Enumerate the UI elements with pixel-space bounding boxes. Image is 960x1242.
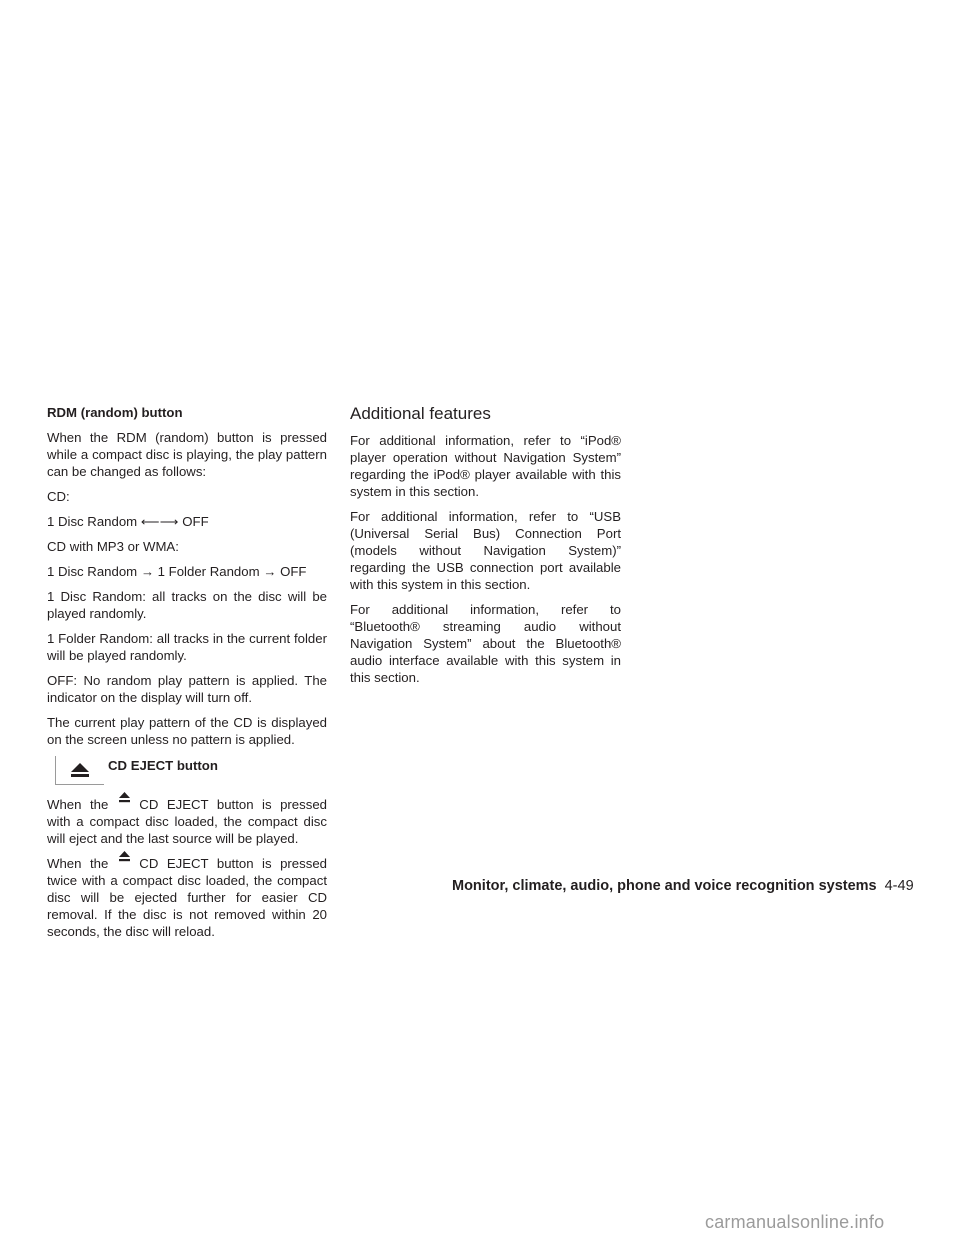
- current-pattern-desc: The current play pattern of the CD is displayed on the screen unless no pattern is applied.: [47, 715, 327, 747]
- watermark: carmanualsonline.info: [705, 1212, 885, 1232]
- bluetooth-ref: For additional information, refer to “Bluetooth® streaming audio without Navigation System” about the Bluetooth® audio interface available with this system in this section.: [350, 602, 621, 685]
- eject-desc-1-post: CD EJECT button is pressed with a compact disc loaded, the compact disc will eject and the last source will be played.: [47, 797, 327, 846]
- usb-ref: For additional information, refer to “USB (Universal Serial Bus) Connection Port (models without Navigation System)” regarding the USB connection port available with this system in this section.: [350, 509, 621, 592]
- left-column: [47, 404, 327, 948]
- eject-desc-2-post: CD EJECT button is pressed twice with a compact disc loaded, the compact disc will be ejected further for easier CD removal. If the disc is not removed within 20 seconds, the disc will reload.: [47, 856, 327, 939]
- eject-desc-1: [47, 796, 327, 847]
- eject-desc-1-pre: When the: [47, 797, 109, 812]
- folder-random-desc: 1 Folder Random: all tracks in the current folder will be played randomly.: [47, 631, 327, 663]
- eject-inline-1: [108, 796, 139, 810]
- rdm-intro: When the RDM (random) button is pressed while a compact disc is playing, the play pattern can be changed as follows:: [47, 430, 327, 479]
- eject-inline-2: [108, 855, 139, 869]
- eject-heading-block: [47, 756, 327, 790]
- page-footer: [452, 878, 914, 894]
- off-desc: OFF: No random play pattern is applied. The indicator on the display will turn off.: [47, 673, 327, 705]
- eject-icon: [118, 792, 131, 803]
- eject-icon: [69, 762, 91, 778]
- page-number: 4-49: [884, 878, 914, 894]
- mp3-label: CD with MP3 or WMA:: [47, 539, 179, 554]
- right-column: [350, 404, 621, 694]
- disc-random-desc: 1 Disc Random: all tracks on the disc will be played randomly.: [47, 589, 327, 621]
- eject-desc-2: [47, 855, 327, 940]
- ipod-ref: For additional information, refer to “iPod® player operation without Navigation System” regarding the iPod® player available with this system in this section.: [350, 433, 621, 499]
- section-title: Additional features: [350, 404, 491, 423]
- mp3-flow: 1 Disc Random → 1 Folder Random → OFF: [47, 564, 307, 579]
- eject-icon-box: [55, 756, 104, 785]
- rdm-heading: RDM (random) button: [47, 405, 183, 420]
- cd-label: CD:: [47, 489, 70, 504]
- footer-section: Monitor, climate, audio, phone and voice recognition systems: [452, 878, 877, 894]
- eject-heading: CD EJECT button: [108, 758, 218, 773]
- eject-desc-2-pre: When the: [47, 856, 109, 871]
- eject-icon: [118, 851, 131, 862]
- cd-flow: 1 Disc Random ⟵⟶ OFF: [47, 514, 209, 529]
